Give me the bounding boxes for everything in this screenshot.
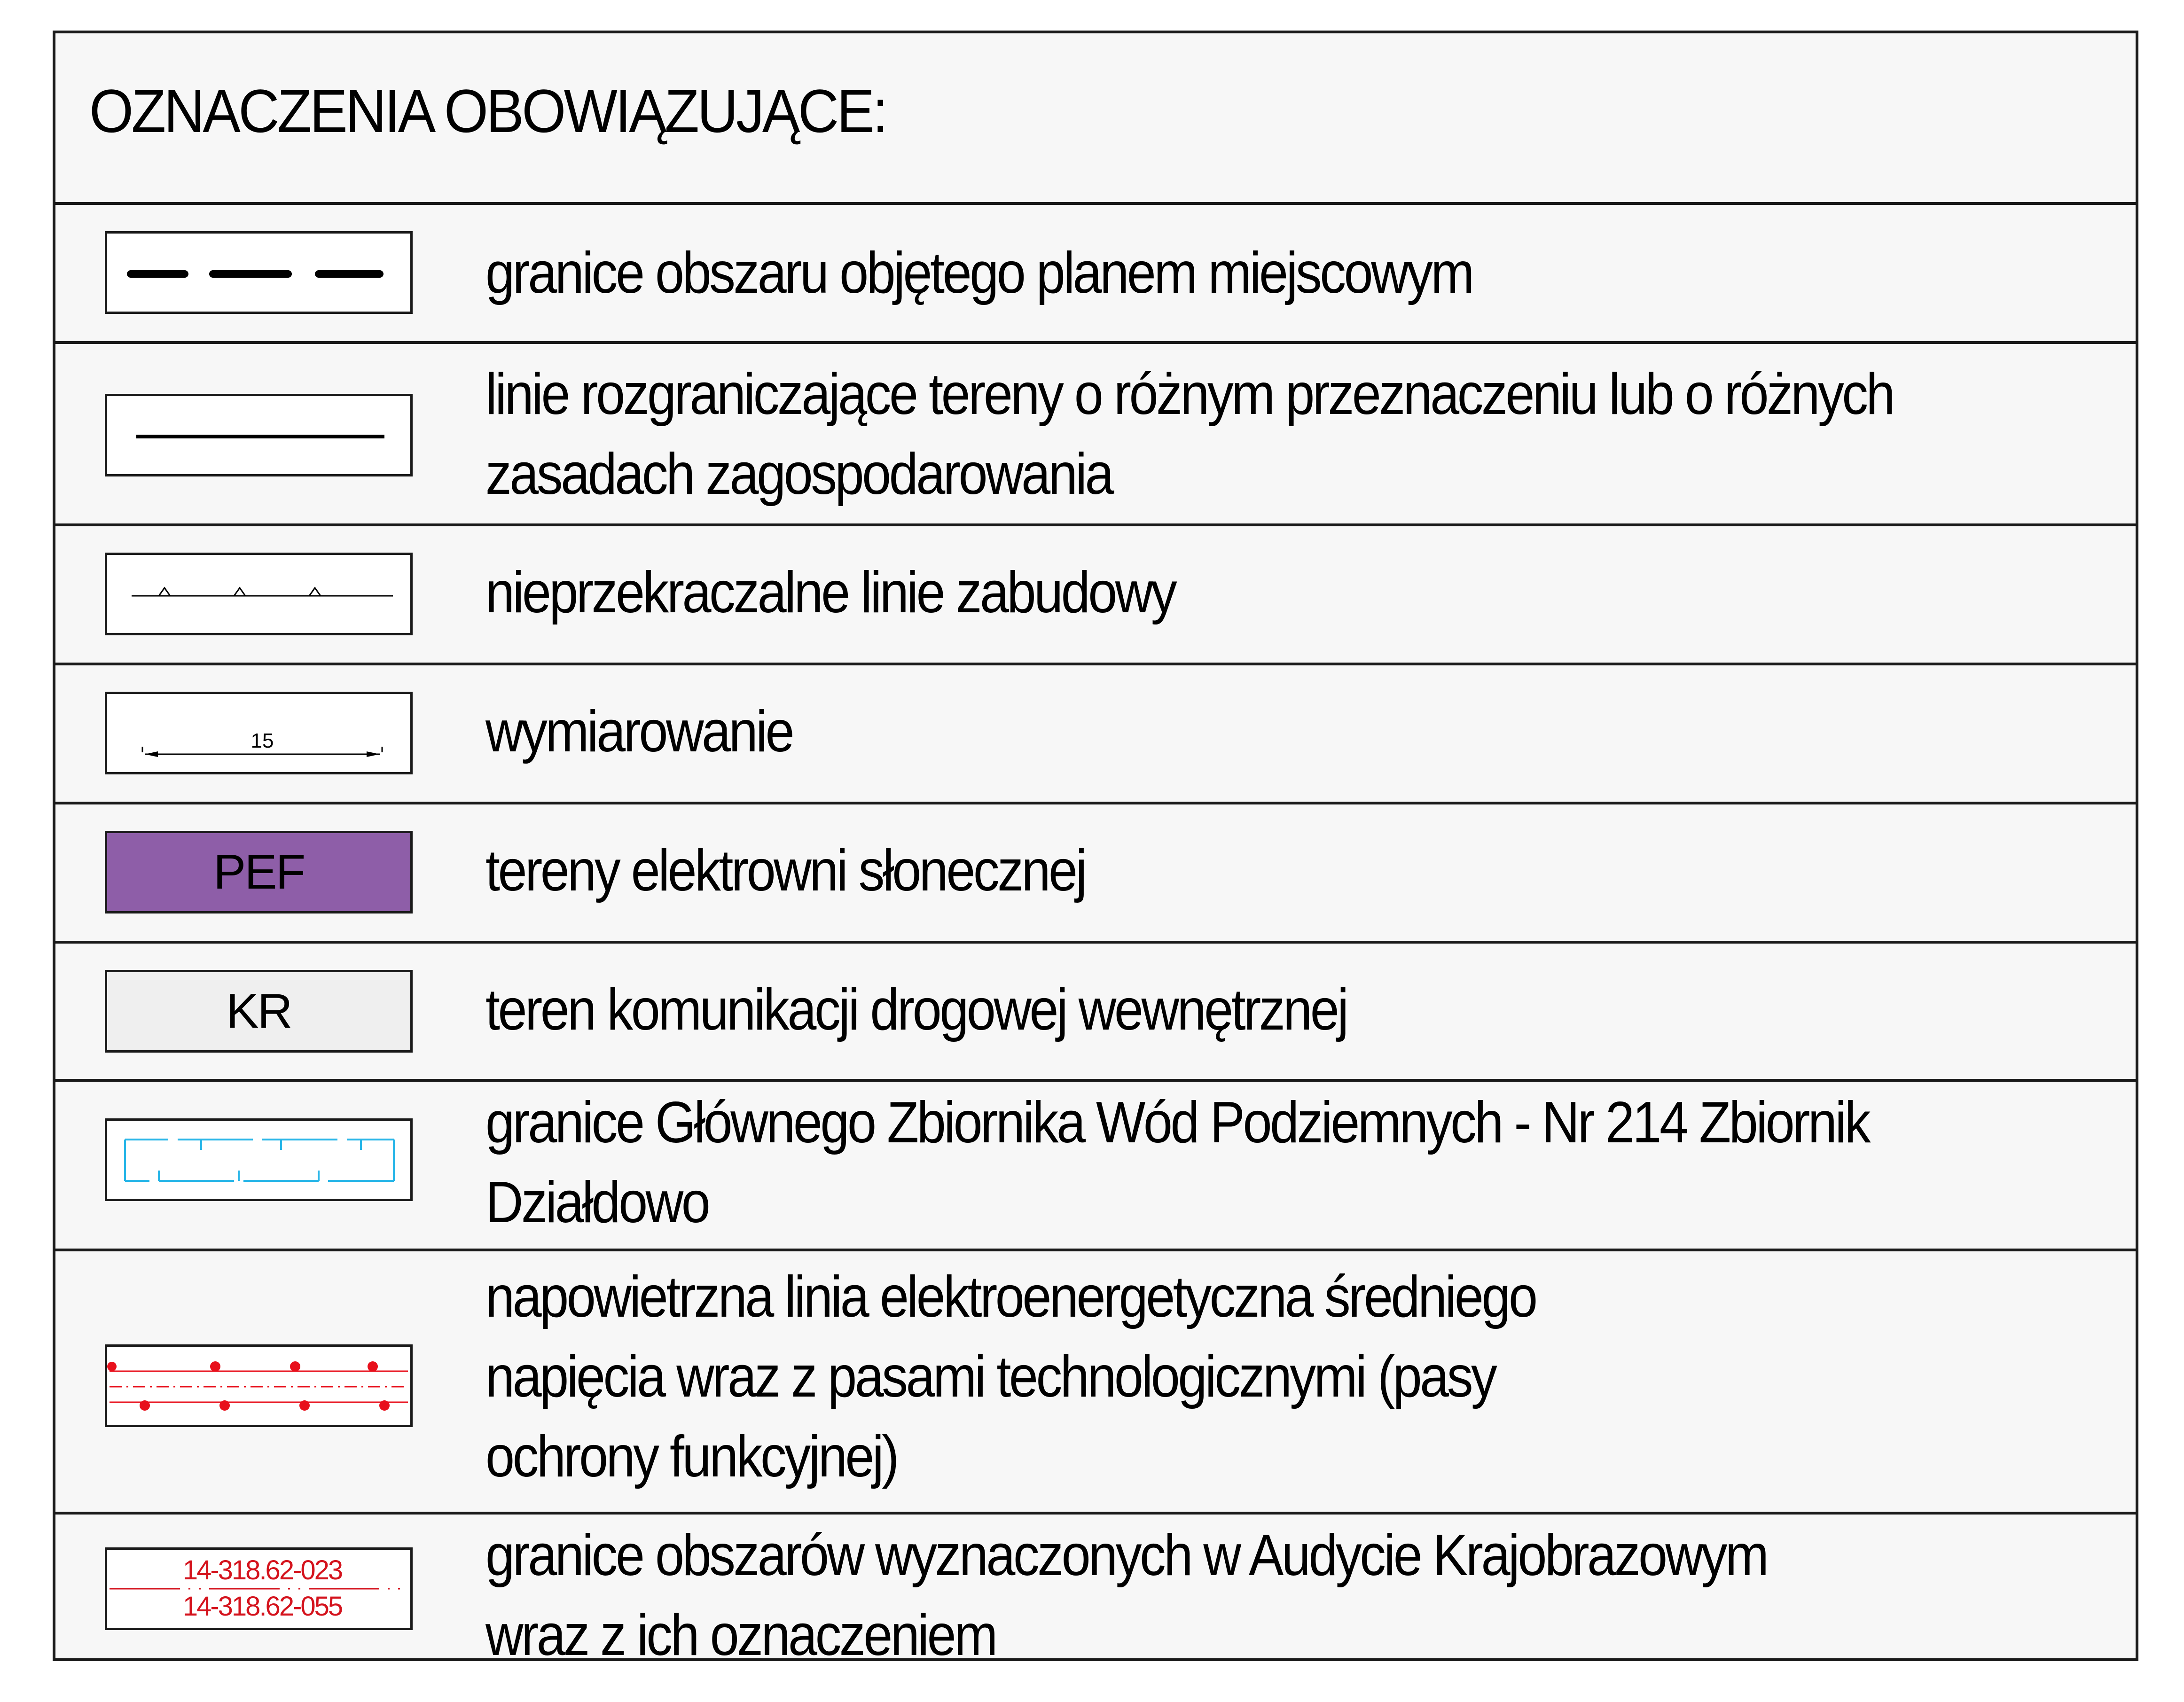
- legend-description: nieprzekraczalne linie zabudowy: [485, 560, 1175, 625]
- legend-description: granice obszarów wyznaczonych w Audycie Krajobrazowym wraz z ich oznaczeniem: [485, 1523, 1767, 1668]
- pef-symbol: [105, 831, 413, 913]
- legend-description: granice obszaru objętego planem miejscowym: [485, 241, 1472, 305]
- audit-code-upper: 14-318.62-023: [182, 1555, 342, 1585]
- legend-description: wymiarowanie: [485, 699, 793, 764]
- legend-row-power-line: [55, 1251, 2136, 1515]
- dashed-boundary-symbol: [105, 231, 413, 314]
- legend-row-pef: [55, 804, 2136, 944]
- legend-description: tereny elektrowni słonecznej: [485, 838, 1085, 903]
- audit-boundary-symbol: [105, 1547, 413, 1630]
- legend-description: linie rozgraniczające tereny o różnym przeznaczeniu lub o różnych zasadach zagospodarowania: [485, 362, 1894, 507]
- legend-header: [55, 33, 2136, 205]
- audit-code-lower: 14-318.62-055: [182, 1591, 342, 1622]
- pef-code: PEF: [213, 844, 305, 899]
- kr-symbol: [105, 970, 413, 1053]
- building-line-symbol: [105, 553, 413, 635]
- legend-row-audit: [55, 1515, 2136, 1668]
- groundwater-boundary-symbol: [105, 1118, 413, 1201]
- legend-description: teren komunikacji drogowej wewnętrznej: [485, 977, 1347, 1042]
- legend-description: napowietrzna linia elektroenergetyczna średniego napięcia wraz z pasami technologicznymi (pasy ochrony funkcyjnej): [485, 1265, 1536, 1489]
- dimension-value: 15: [250, 729, 274, 752]
- legend-title: OZNACZENIA OBOWIĄZUJĄCE:: [89, 77, 886, 145]
- legend-description: granice Głównego Zbiornika Wód Podziemnych - Nr 214 Zbiornik Działdowo: [485, 1090, 1869, 1235]
- kr-code: KR: [226, 984, 291, 1038]
- dimension-symbol: [105, 692, 413, 774]
- power-line-symbol: [105, 1344, 413, 1427]
- legend-row-groundwater: [55, 1082, 2136, 1251]
- legend-row-dimension: [55, 665, 2136, 804]
- legend-row-dividing-lines: [55, 344, 2136, 526]
- legend-row-plan-boundary: [55, 205, 2136, 344]
- legend-table: [53, 31, 2138, 1668]
- solid-line-symbol: [105, 394, 413, 476]
- legend-row-building-line: [55, 526, 2136, 665]
- legend-row-kr: [55, 944, 2136, 1082]
